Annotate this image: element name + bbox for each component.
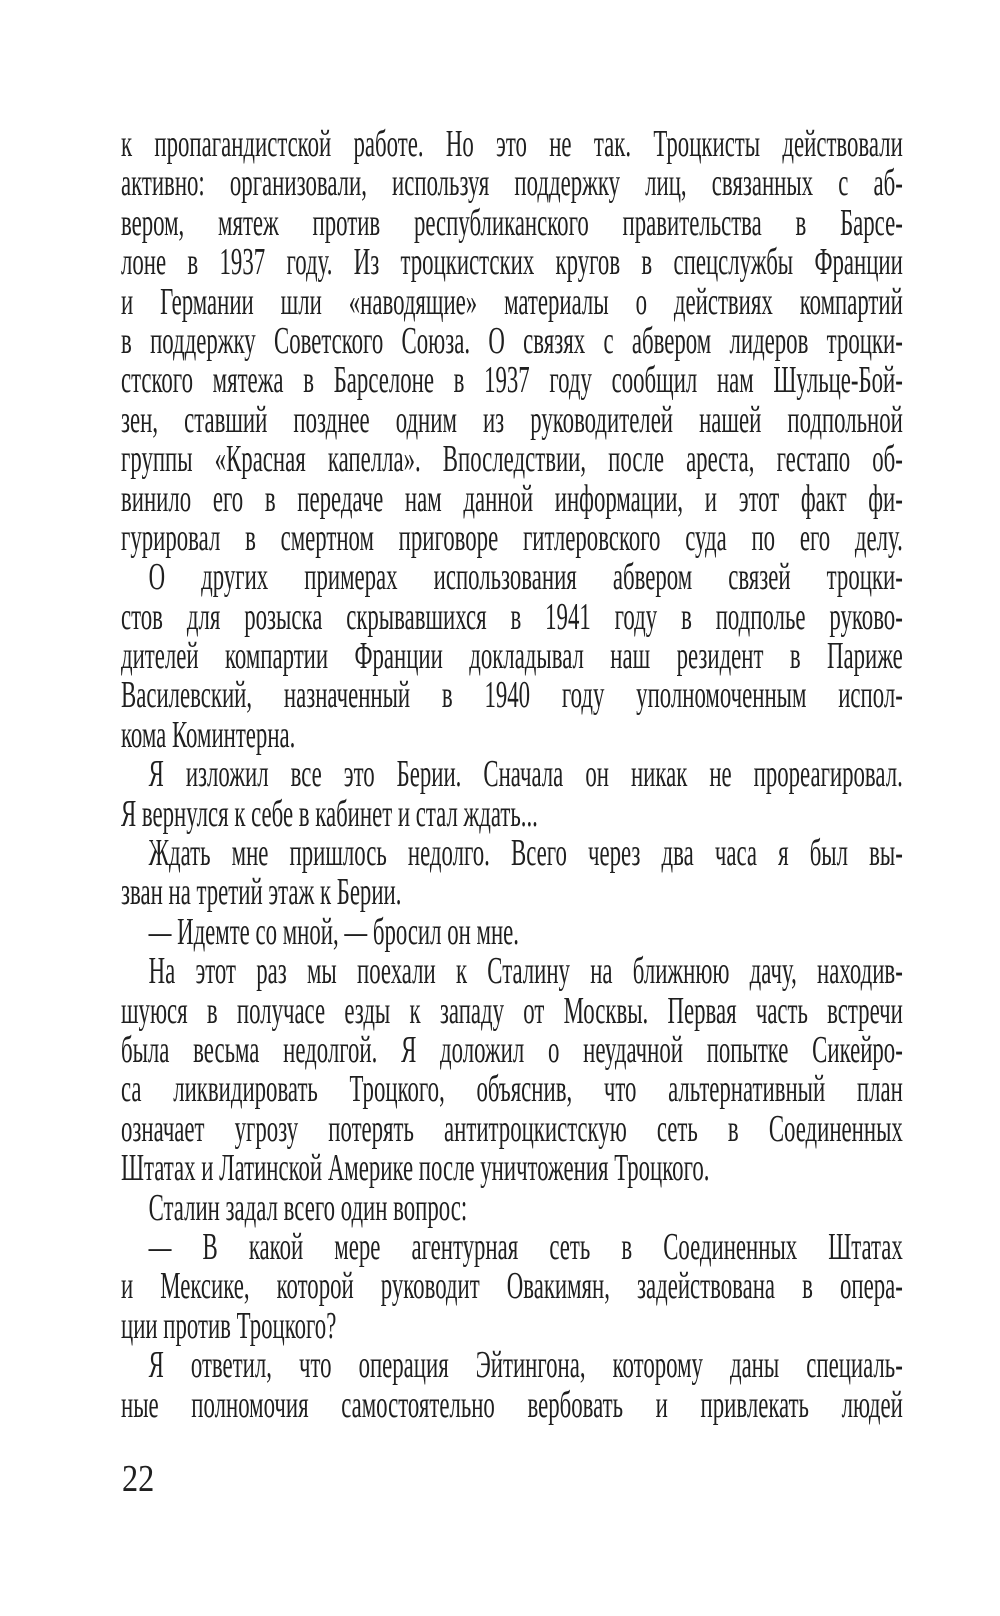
text-line: са ликвидировать Троцкого, объяснив, что альтернативный план	[121, 1068, 903, 1111]
text-line: стского мятежа в Барселоне в 1937 году сообщил нам Шульце-Бой-	[121, 359, 903, 402]
text-line: была весьма недолгой. Я доложил о неудачной попытке Сикейро-	[121, 1028, 903, 1071]
text-line: к пропагандистской работе. Но это не так. Троцкисты действовали	[121, 123, 903, 165]
text-line: активно: организовали, используя поддержку лиц, связанных с аб-	[121, 162, 903, 205]
text-line: ции против Троцкого?	[121, 1304, 337, 1347]
text-line: зен, ставший позднее одним из руководителей нашей подпольной	[121, 398, 903, 441]
text-line: Я изложил все это Берии. Сначала он никак не прореагировал.	[148, 753, 903, 796]
text-line: Сталин задал всего один вопрос:	[148, 1186, 468, 1229]
text-line: ные полномочия самостоятельно вербовать и привлекать людей	[121, 1383, 903, 1426]
text-line: шуюся в получасе езды к западу от Москвы. Первая часть встречи	[121, 989, 903, 1032]
text-line: лоне в 1937 году. Из троцкистских кругов в спецслужбы Франции	[121, 241, 903, 284]
text-line: означает угрозу потерять антитроцкистскую сеть в Соединенных	[121, 1107, 903, 1150]
text-line: Я ответил, что операция Эйтингона, которому даны специаль-	[148, 1344, 903, 1387]
text-line: и Германии шли «наводящие» материалы о действиях компартий	[121, 280, 903, 323]
text-line: дителей компартии Франции докладывал наш резидент в Париже	[121, 635, 903, 678]
text-line: О других примерах использования абвером связей троцки-	[148, 556, 903, 599]
page-number: 22	[122, 1458, 155, 1500]
text-line: и Мексике, которой руководит Овакимян, задействована в опера-	[121, 1265, 903, 1308]
text-line: кома Коминтерна.	[121, 713, 296, 756]
text-line: вером, мятеж против республиканского правительства в Барсе-	[121, 201, 903, 244]
text-line: зван на третий этаж к Берии.	[121, 871, 402, 914]
text-line: винило его в передаче нам данной информации, и этот факт фи-	[121, 477, 903, 520]
text-line: Я вернулся к себе в кабинет и стал ждать...	[121, 792, 538, 835]
text-line: гурировал в смертном приговоре гитлеровского суда по его делу.	[121, 516, 903, 559]
text-line: стов для розыска скрывавшихся в 1941 году в подполье руково-	[121, 595, 903, 638]
text-line: Штатах и Латинской Америке после уничтожения Троцкого.	[121, 1147, 710, 1190]
text-line: Василевский, назначенный в 1940 году уполномоченным испол-	[121, 674, 903, 717]
text-line: — В какой мере агентурная сеть в Соединенных Штатах	[148, 1225, 903, 1268]
text-line: в поддержку Советского Союза. О связях с абвером лидеров троцки-	[121, 319, 903, 362]
body-text-block	[121, 125, 903, 1425]
text-line: На этот раз мы поехали к Сталину на ближнюю дачу, находив-	[148, 950, 903, 993]
text-line: Ждать мне пришлось недолго. Всего через два часа я был вы-	[148, 832, 903, 875]
text-line: группы «Красная капелла». Впоследствии, после ареста, гестапо об-	[121, 438, 903, 481]
text-line: — Идемте со мной, — бросил он мне.	[148, 910, 519, 953]
